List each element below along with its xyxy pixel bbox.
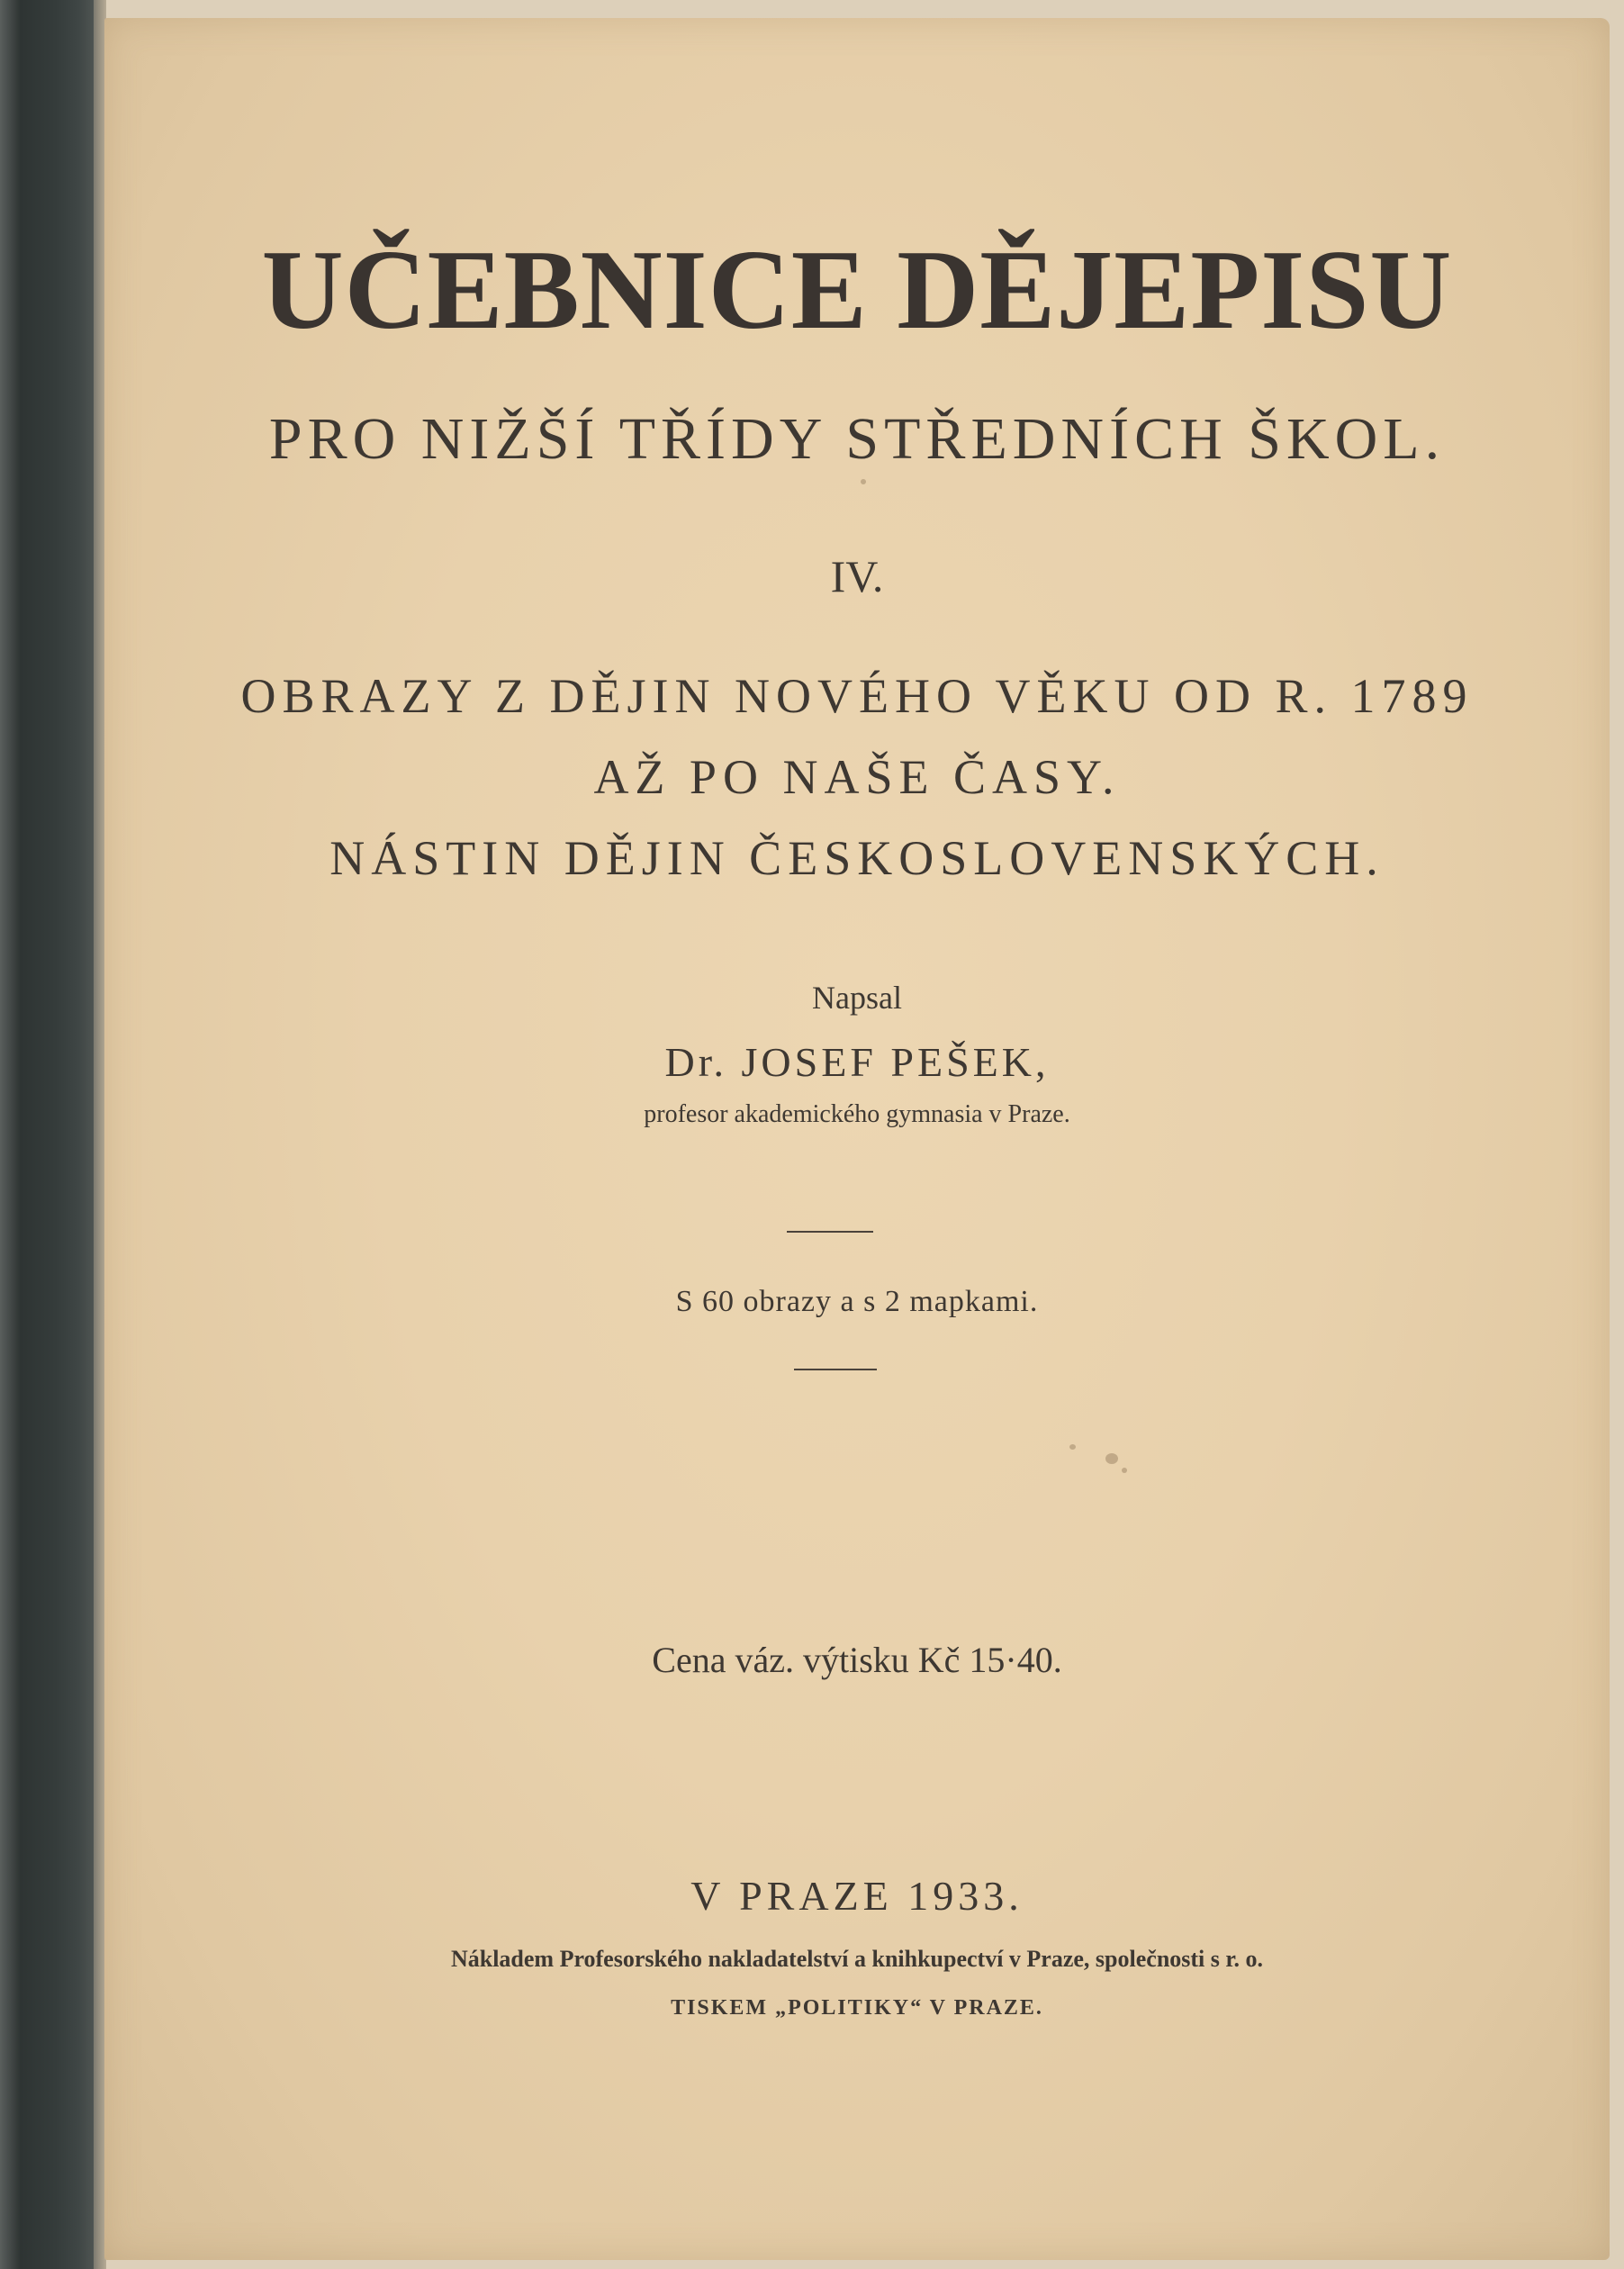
- topic-line-2: AŽ PO NAŠE ČASY.: [593, 750, 1121, 804]
- price-line: Cena váz. výtisku Kč 15·40.: [652, 1640, 1062, 1680]
- divider-rule: [787, 1231, 873, 1233]
- author-role: profesor akademického gymnasia v Praze.: [644, 1100, 1070, 1128]
- place-year: V PRAZE 1933.: [690, 1873, 1024, 1919]
- book-title: UČEBNICE DĚJEPISU: [261, 228, 1453, 353]
- topic-line-3: NÁSTIN DĚJIN ČESKOSLOVENSKÝCH.: [329, 831, 1385, 885]
- stain-mark: [861, 479, 866, 484]
- illustrations-note: S 60 obrazy a s 2 mapkami.: [675, 1285, 1039, 1318]
- stain-mark: [1069, 1444, 1076, 1450]
- topic-line-1: OBRAZY Z DĚJIN NOVÉHO VĚKU OD R. 1789: [240, 669, 1474, 723]
- stain-mark: [1105, 1453, 1118, 1464]
- printer-line: TISKEM „POLITIKY“ V PRAZE.: [671, 1996, 1043, 2020]
- publisher-line: Nákladem Profesorského nakladatelství a knihkupectví v Praze, společnosti s r. o.: [450, 1946, 1264, 1972]
- author-label: Napsal: [812, 980, 902, 1016]
- author-name: Dr. JOSEF PEŠEK,: [664, 1039, 1050, 1085]
- stain-mark: [1122, 1468, 1127, 1473]
- divider-rule: [794, 1369, 877, 1370]
- book-spine: [0, 0, 101, 2269]
- book-subtitle: PRO NIŽŠÍ TŘÍDY STŘEDNÍCH ŠKOL.: [268, 406, 1446, 472]
- volume-number: IV.: [830, 551, 884, 601]
